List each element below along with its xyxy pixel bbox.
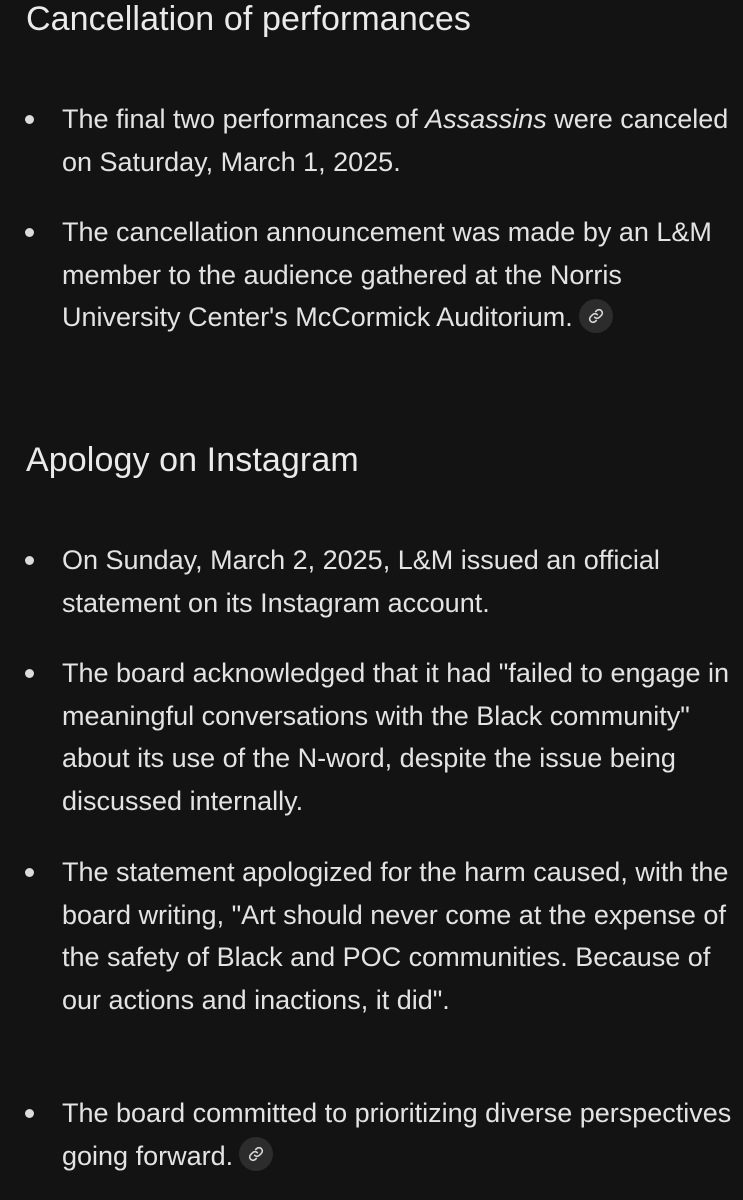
link-icon (588, 308, 604, 324)
bullet-text: The statement apologized for the harm caused, with the board writing, "Art should never come at the expense of the safety of Black and POC communities. Because of our actions and inactions, it did". (62, 857, 729, 1015)
bullet-dot (25, 228, 34, 237)
show-title: Assassins (425, 104, 547, 134)
bullet-dot (25, 669, 34, 678)
source-link-button[interactable] (579, 299, 613, 333)
bullet-text: The board committed to prioritizing diverse perspectives going forward. (62, 1098, 732, 1171)
bullet-dot (25, 115, 34, 124)
section-title-cancellation: Cancellation of performances (26, 0, 472, 38)
source-link-button[interactable] (239, 1137, 273, 1171)
bullet-dot (25, 556, 34, 565)
link-icon (248, 1146, 264, 1162)
section-title-apology: Apology on Instagram (26, 441, 359, 479)
bullet-text: The final two performances of Assassins were canceled on Saturday, March 1, 2025. (62, 104, 729, 177)
bullet-dot (25, 1109, 34, 1118)
bullet-text: On Sunday, March 2, 2025, L&M issued an official statement on its Instagram account. (62, 545, 660, 618)
bullet-text: The board acknowledged that it had "failed to engage in meaningful conversations with the Black community" about its use of the N-word, despite the issue being discussed internally. (62, 658, 730, 816)
bullet-dot (25, 868, 34, 877)
bullet-text: The cancellation announcement was made by an L&M member to the audience gathered at the Norris University Center's McCormick Auditorium. (62, 217, 712, 332)
